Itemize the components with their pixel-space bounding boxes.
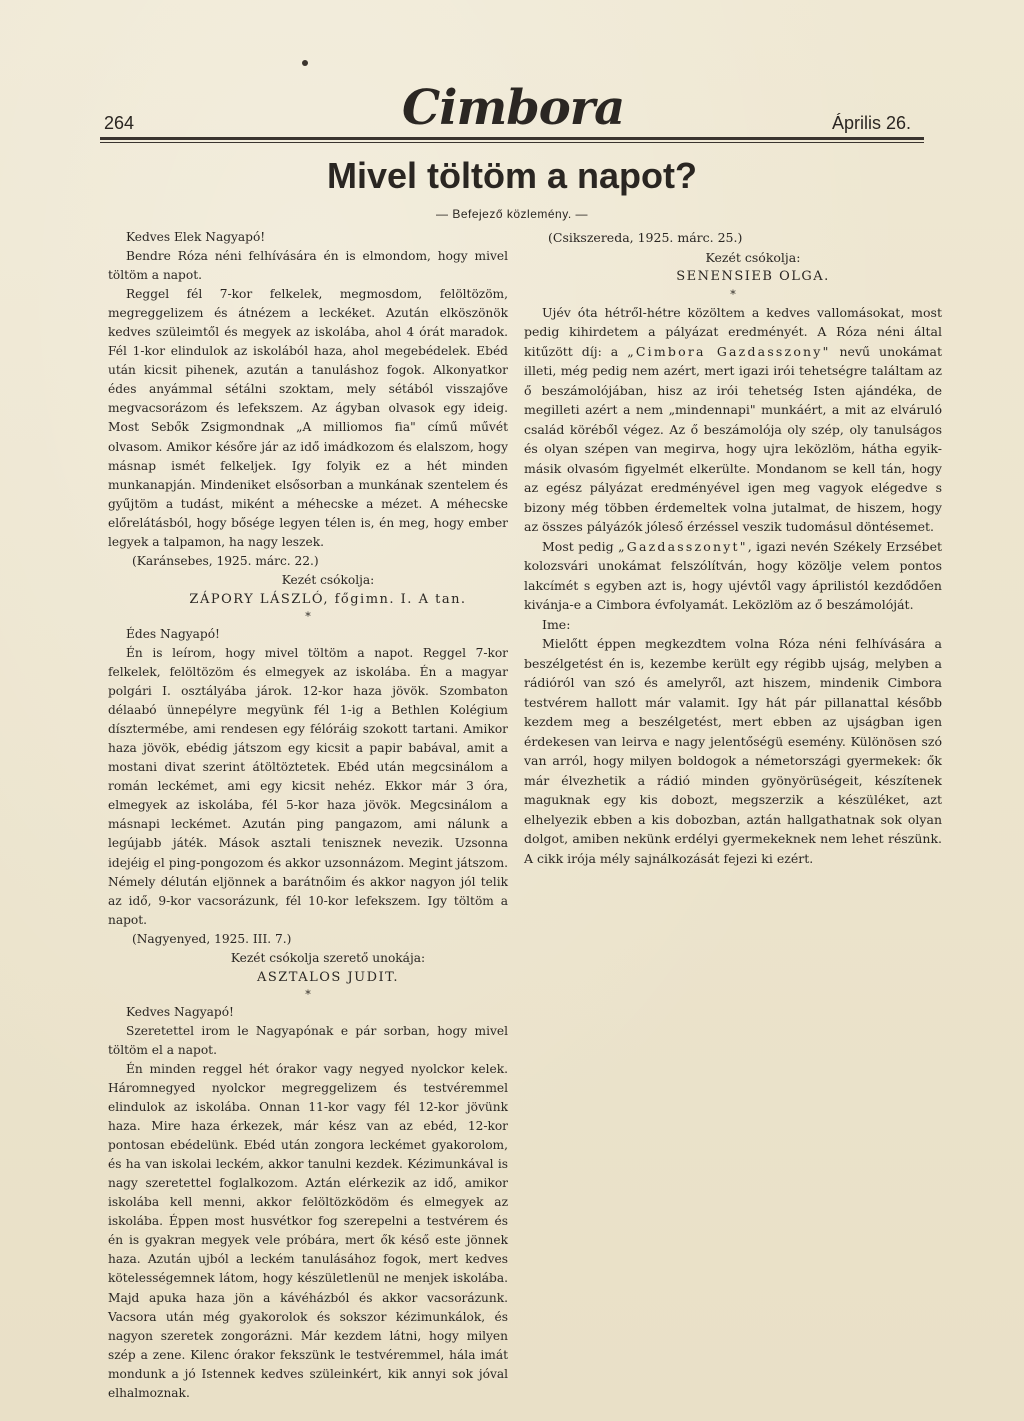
editor-paragraph-2-start: Most pedig	[542, 538, 614, 554]
letter-3-closing: Kezét csókolja:	[705, 249, 801, 265]
letter-2-paragraph-1: Én is leírom, hogy mivel töltöm a napot. Reggel 7-kor felkelek, felöltözöm és elmegyek az iskolába. Én a magyar polgári I. osztályába járok. 12-kor haza jövök. Szombaton délaabó ünnepélyre megyünk fél 1-ig a Bethlen Kolégium dísztermébe, ami rendesen egy félóráig szokott tartani. Amikor haza jövök, ebédig játszom egy kicsit a papir babával, amit a mostani divat szerint átöltöztetek. Ebéd után megcsinálom a román leckémet, ami egy kicsit nehéz. Ekkor már 3 óra, elmegyek az iskolába, fél 5-kor haza jövök. Megcsinálom a másnapi leckémet. Azután ping pangazom, ami nálunk a legújabb játék. Mások asztali tenisznek nevezik. Uzsonna idejéig el ping-pongozom és akkor uzsonnázom. Megint játszom. Némely délután eljönnek a barátnőim és akkor nagyon jól telik az idő, 9-kor vacsorázunk, fél 10-kor lefekszem. Igy töltöm a napot.	[108, 645, 508, 927]
header-rule-thin	[100, 142, 924, 143]
letter-1-signature: ZÁPORY LÁSZLÓ, főgimn. I. A tan.	[189, 591, 467, 607]
article-title: Mivel töltöm a napot?	[326, 155, 697, 196]
editor-paragraph-2	[524, 537, 942, 615]
issue-date: Április 26.	[832, 113, 912, 133]
letter-3-place-date: (Csikszereda, 1925. márc. 25.)	[548, 230, 743, 245]
winner-pen-name: „Gazdasszonyt"	[618, 538, 748, 554]
letter-2-closing: Kezét csókolja szerető unokája:	[230, 950, 426, 965]
letter-2-salutation: Édes Nagyapó!	[126, 626, 220, 641]
editor-paragraph-1-end: nevű unokámat illeti, még pedig nem azért, mert igazi irói tehetségre találtam az ő beszámolójában, hisz az irói tehetség Isten ajándéka, de megilleti azért a nem „mindennapi" munkáért, a mit az elváruló család köréből végez. Az ő beszámolója oly szép, oly tanulságos és olyan szépen van megirva, hogy ujra leközlöm, hátha egyik-másik olvasóm figyelmét elkerülte. Mondanom se kell tán, hogy az egész pályázat eredményével igen meg vagyok elégedve s bizony még többen érdemeltek volna jutalmat, de hiszem, hogy az összes pályázók jóleső érzéssel veszik tudomásul döntésemet.	[524, 343, 942, 534]
section-divider: *	[305, 609, 311, 623]
prize-winner-name: „Cimbora Gazdasszony"	[627, 343, 831, 359]
editor-paragraph-2-end: , igazi nevén Székely Erzsébet kolozsvári unokámat felszólítván, hogy közölje velem pontos lakcímét s egyben azt is, hogy ujévtől vagy áprilistól kezdődően kivánja-e a Cimbora évfolyamát. Leközlöm az ő beszámolóját.	[524, 538, 942, 612]
letter-3-paragraph-1: Szeretettel irom le Nagyapónak e pár sorban, hogy mivel töltöm el a napot.	[108, 1023, 508, 1057]
letter-3-signature: SENENSIEB OLGA.	[676, 269, 830, 284]
letter-2-place-date: (Nagyenyed, 1925. III. 7.)	[132, 931, 292, 946]
masthead-logo	[402, 78, 625, 138]
editor-paragraph-3: Ime:	[542, 616, 571, 632]
editor-paragraph-1	[524, 303, 942, 537]
letter-1-closing: Kezét csókolja:	[281, 572, 375, 587]
header-rule-thick	[100, 137, 924, 140]
letter-1-place-date: (Karánsebes, 1925. márc. 22.)	[132, 553, 319, 568]
letter-2-signature: ASZTALOS JUDIT.	[256, 969, 400, 985]
left-column	[108, 228, 508, 1403]
print-speck	[302, 60, 308, 66]
page-number: 264	[104, 113, 135, 133]
letter-1-salutation: Kedves Elek Nagyapó!	[126, 230, 266, 244]
letter-1-paragraph-1: Bendre Róza néni felhívására én is elmondom, hogy mivel töltöm a napot.	[108, 249, 508, 283]
right-column	[524, 228, 942, 868]
section-divider: *	[730, 287, 736, 301]
section-divider: *	[305, 987, 311, 1001]
letter-3-paragraph-2: Én minden reggel hét órakor vagy negyed nyolckor kelek. Háromnegyed nyolckor megreggelizem és testvéremmel elindulok az iskolába. Onnan 11-kor vagy fél 12-kor jövünk haza. Mire haza érkezek, már kész van az ebéd, 12-kor pontosan ebédelünk. Ebéd után zongora leckémet gyakorolom, és ha van iskolai leckém, akkor tanulni kezdek. Kézimunkával is nagy szeretettel foglalkozom. Aztán elérkezik az idő, amikor iskolába kell menni, akkor felöltözködöm és elmegyek az iskolába. Éppen most husvétkor fog szerepelni a testvérem és én is gyakran megyek vele próbára, mert ők késő este jönnek haza. Azután ujból a leckém tanulásához fogok, mert kedves kötelességemnek látom, hogy készületlenül ne menjek iskolába. Majd apuka haza jön a kávéházból és akkor vacsorázunk. Vacsora után még gyakorolok és sokszor kézimunkálok, és nagyon szeretek zongorázni. Már kezdem látni, hogy milyen szép a zene. Kilenc órakor fekszünk le testvéremmel, hála imát mondunk a jó Istennek kedves szüleinkért, kik annyi sok jóval elhalmoznak.	[108, 1061, 508, 1400]
winner-report-paragraph: Mielőtt éppen megkezdtem volna Róza néni felhívására a beszélgetést én is, kezembe került egy régibb ujság, melyben a rádióról van szó és amelyről, azt hiszem, mindenik Cimbora testvérem hallott már valamit. Igy hát pár pillanattal később kezdem meg a beszélgetést, mert ebben az ujságban igen érdekesen van leirva e nagy jelentőségü esemény. Különösen szó van arról, hogy milyen boldogok a németországi gyermekek: ők már élvezhetik a rádió minden gyönyörüségeit, készítenek maguknak egy kis dobozt, megszerzik a készüléket, azt elhelyezik ebben a kis dobozban, aztán hallgathatnak sok olyan dolgot, amiben nekünk erdélyi gyermekeknek nem lehet részünk. A cikk irója mély sajnálkozását fejezi ki ezért.	[524, 636, 942, 866]
article-subtitle: — Befejező közlemény. —	[435, 207, 588, 221]
letter-3-salutation: Kedves Nagyapó!	[126, 1004, 234, 1019]
editor-paragraph-1-start: Ujév óta hétről-hétre közöltem a kedves vallomásokat, most pedig kihirdetem a pályázat eredményét. A Róza néni által kitűzött díj: a	[524, 304, 942, 359]
letter-1-paragraph-2: Reggel fél 7-kor felkelek, megmosdom, felöltözöm, megreggelizem és átnézem a leckéket. Azután elköszönök kedves szüleimtől és megyek az iskolába, ahol 4 órát maradok. Fél 1-kor elindulok az iskolából haza, ahol megebédelek. Ebéd után kicsit pihenek, azután a tanuláshoz fogok. Alkonyatkor édes anyámmal sétálni szoktam, mely sétából visszajőve megvacsorázom és lefekszem. Az ágyban olvasok egy ideig. Most Sebők Zsigmondnak „A milliomos fia" című művét olvasom. Amikor későre jár az idő imádkozom és elalszom, hogy másnap ismét felkeljek. Igy folyik ez a hét minden munkanapján. Mindeniket elsősorban a munkának szentelem és gyűjtöm a tudást, miként a méhecske a mézet. A méhecske előrelátásból, hogy bősége legyen télen is, én meg, hogy ember legyek a talpamon, ha nagy leszek.	[108, 287, 508, 549]
masthead-text: Cimbora	[402, 80, 625, 136]
